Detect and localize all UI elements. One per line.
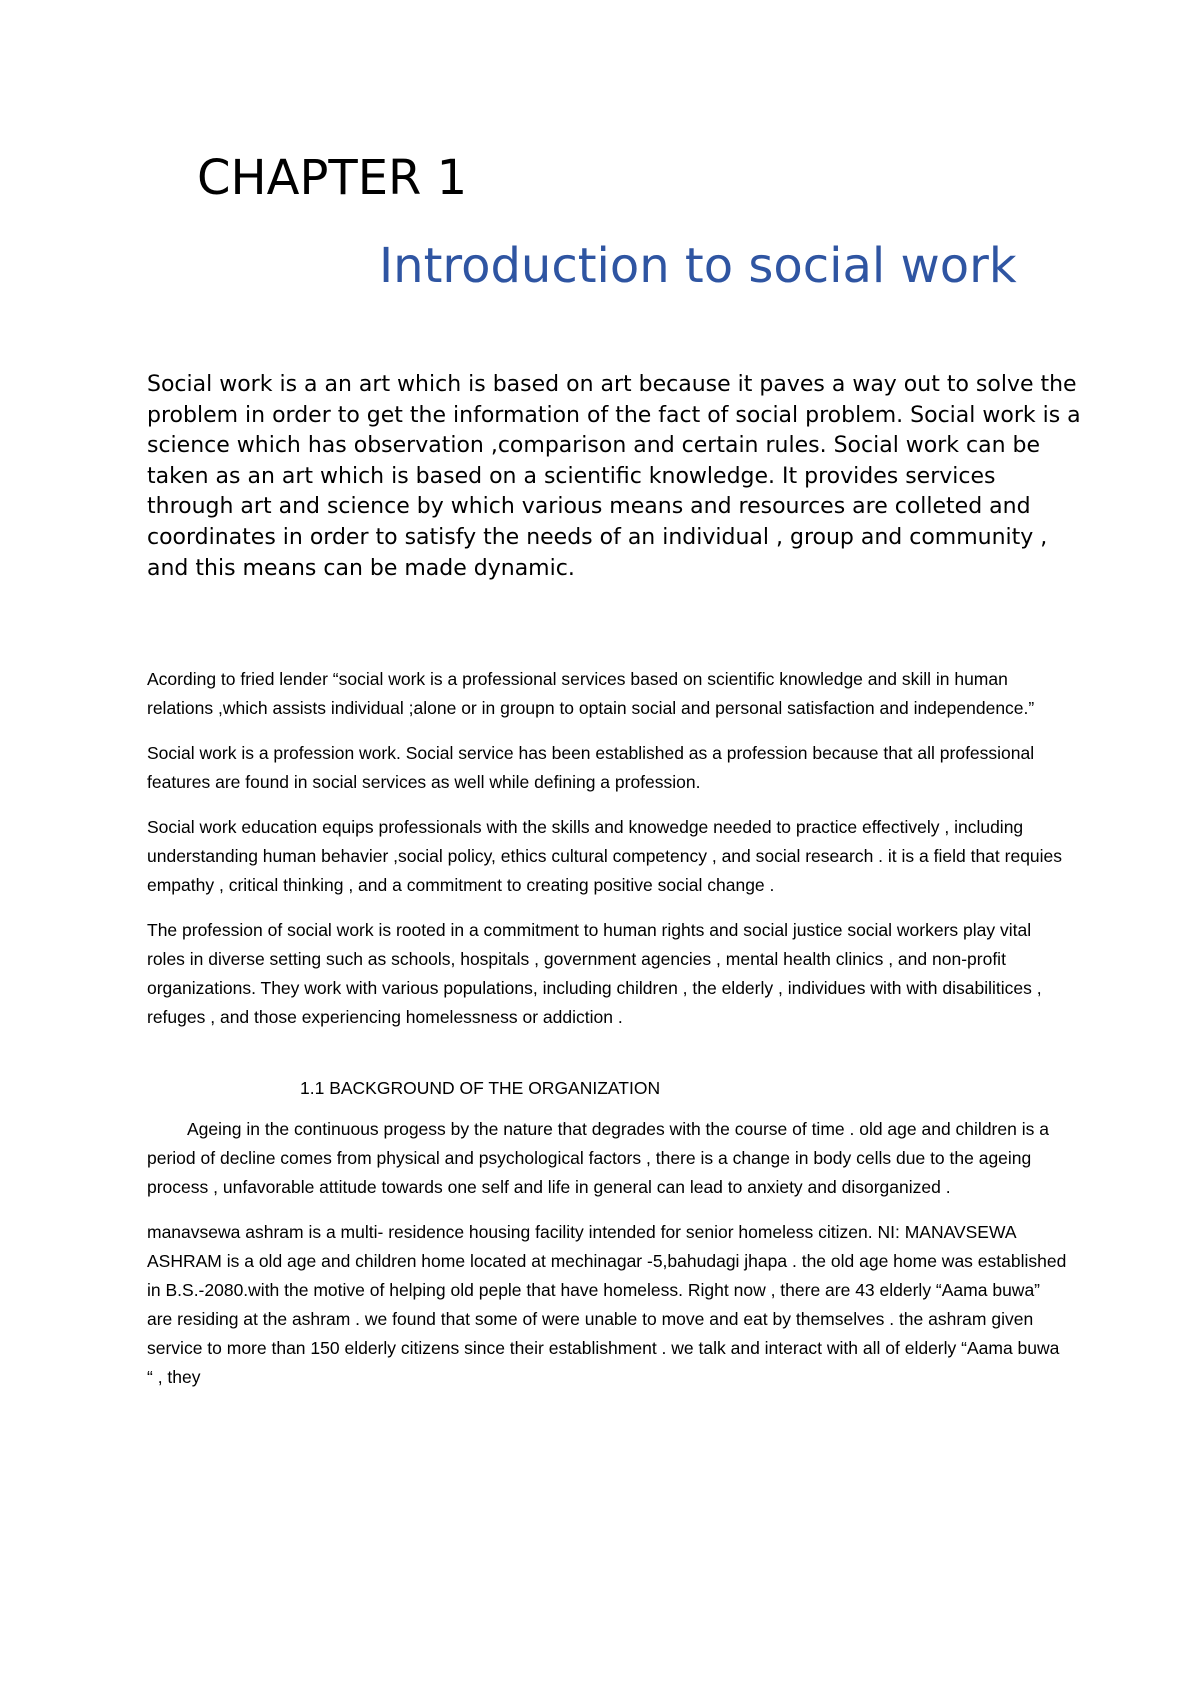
paragraph-definition: Acording to fried lender “social work is a professional services based on scientific knowledge and skill in human relations ,which assists individual ;alone or in groupn to optain social and personal satisfaction and independence.” bbox=[147, 669, 1035, 718]
section-heading: 1.1 BACKGROUND OF THE ORGANIZATION bbox=[300, 1078, 661, 1098]
paragraph-profession: Social work is a profession work. Social service has been established as a profession because that all professional features are found in social services as well while defining a profession. bbox=[147, 743, 1035, 792]
paragraph-education: Social work education equips professionals with the skills and knowedge needed to practice effectively , including understanding human behavier ,social policy, ethics cultural competency , and social research . it is a field that requies empathy , critical thinking , and a commitment to creating positive social change . bbox=[147, 817, 1063, 895]
page-title: Introduction to social work bbox=[379, 238, 1017, 294]
body-text bbox=[147, 665, 1067, 1408]
chapter-label: CHAPTER 1 bbox=[197, 150, 468, 206]
paragraph-human-rights: The profession of social work is rooted in a commitment to human rights and social justice social workers play vital roles in diverse setting such as schools, hospitals , government agencies , mental health clinics , and non-profit organizations. They work with various populations, including children , the elderly , individues with with disabilitices , refuges , and those experiencing homelessness or addiction . bbox=[147, 920, 1042, 1027]
intro-paragraph: Social work is a an art which is based on art because it paves a way out to solve the problem in order to get the information of the fact of social problem. Social work is a science which has observation ,comparison and certain rules. Social work can be taken as an art which is based on a scientific knowledge. It provides services through art and science by which various means and resources are colleted and coordinates in order to satisfy the needs of an individual , group and community , and this means can be made dynamic. bbox=[147, 372, 1081, 581]
paragraph-ageing: Ageing in the continuous progess by the nature that degrades with the course of time . old age and children is a period of decline comes from physical and psychological factors , there is a change in body cells due to the ageing process , unfavorable attitude towards one self and life in general can lead to anxiety and disorganized . bbox=[147, 1119, 1049, 1197]
paragraph-ashram: manavsewa ashram is a multi- residence housing facility intended for senior homeless citizen. NI: MANAVSEWA ASHRAM is a old age and children home located at mechinagar -5,bahudagi jhapa . the old age home was established in B.S.-2080.with the motive of helping old peple that have homeless. Right now , there are 43 elderly “Aama buwa” are residing at the ashram . we found that some of were unable to move and eat by themselves . the ashram given service to more than 150 elderly citizens since their establishment . we talk and interact with all of elderly “Aama buwa “ , they bbox=[147, 1222, 1067, 1387]
